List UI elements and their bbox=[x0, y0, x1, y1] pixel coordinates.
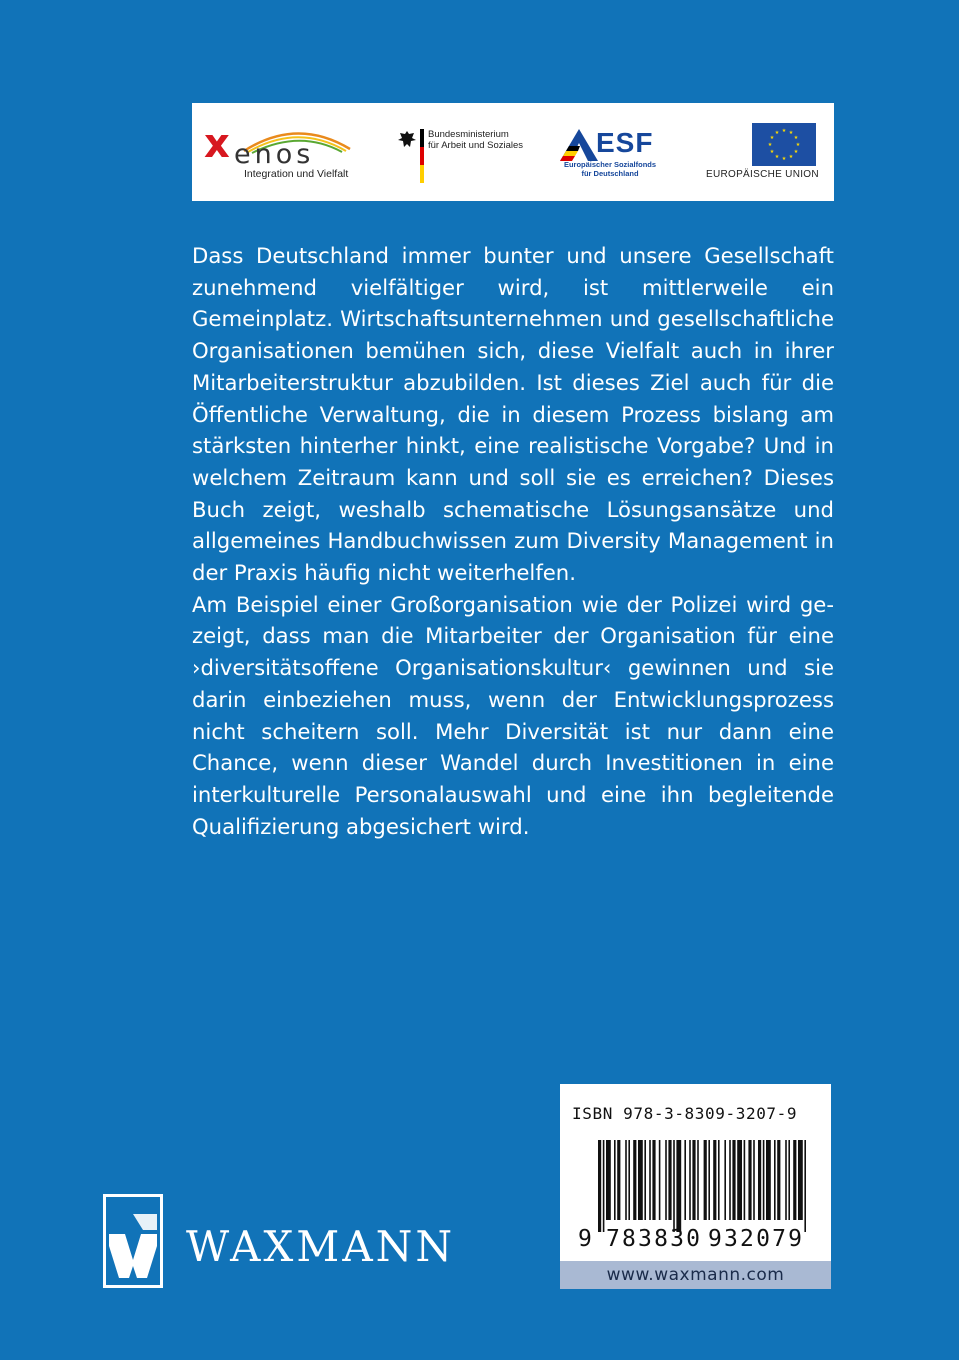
barcode-bar bbox=[673, 1140, 675, 1232]
isbn-label: ISBN 978-3-8309-3207-9 bbox=[572, 1104, 798, 1123]
back-cover-blurb bbox=[192, 240, 834, 842]
barcode-bar bbox=[732, 1140, 735, 1220]
barcode-bar bbox=[689, 1140, 691, 1220]
barcode-bar bbox=[744, 1140, 746, 1220]
svg-text:★: ★ bbox=[788, 154, 794, 160]
svg-text:★: ★ bbox=[774, 154, 780, 160]
website-url[interactable]: www.waxmann.com bbox=[560, 1261, 831, 1289]
esf-subtitle bbox=[560, 161, 660, 178]
barcode-bar bbox=[625, 1140, 627, 1220]
barcode-bar bbox=[763, 1140, 765, 1220]
svg-text:★: ★ bbox=[781, 128, 787, 134]
esf-triangle-icon bbox=[560, 129, 598, 161]
barcode-bar bbox=[697, 1140, 699, 1220]
barcode-bar bbox=[777, 1140, 780, 1220]
barcode-bar bbox=[617, 1140, 620, 1220]
barcode-bar bbox=[804, 1140, 806, 1232]
ministry-line-1: Bundesministerium bbox=[428, 129, 509, 140]
eu-flag-icon bbox=[752, 123, 816, 166]
barcode-bar bbox=[676, 1140, 681, 1232]
barcode-bar bbox=[729, 1140, 731, 1220]
barcode-group-2: 932079 bbox=[708, 1226, 802, 1250]
barcode-bar bbox=[704, 1140, 707, 1220]
barcode-bar bbox=[668, 1140, 671, 1220]
barcode-bar bbox=[644, 1140, 646, 1220]
barcode-bar bbox=[713, 1140, 716, 1220]
ministry-name bbox=[428, 129, 523, 151]
publisher-name: WAXMANN bbox=[186, 1222, 456, 1271]
barcode-bar bbox=[766, 1140, 771, 1220]
blurb-paragraph-2: Am Beispiel einer Großorganisation wie der Polizei wird gezeigt, dass man die Mitarbeiter der Organisation für eine ›diversitätsoffene Organisationskultur‹ gewinnen und sie darin einbeziehen muss, wenn der Entwicklungsprozess nicht scheitern soll. Mehr Diversität ist nur dann eine Chance, wenn dieser Wandel durch Investitionen in eine interkulturelle Personalauswahl und eine ihn begleitende Qualifizierung abgesichert wird. bbox=[192, 591, 834, 839]
esf-acronym: ESF bbox=[596, 127, 654, 158]
svg-text:★: ★ bbox=[793, 135, 799, 141]
barcode-bar bbox=[606, 1140, 611, 1220]
xenos-logo bbox=[204, 121, 356, 185]
ministry-logo bbox=[394, 129, 524, 185]
barcode bbox=[574, 1140, 820, 1250]
barcode-bar bbox=[638, 1140, 643, 1220]
barcode-bar bbox=[785, 1140, 787, 1220]
barcode-bar bbox=[758, 1140, 761, 1220]
svg-text:★: ★ bbox=[769, 149, 775, 155]
barcode-bar bbox=[628, 1140, 630, 1220]
isbn-barcode-block bbox=[560, 1084, 831, 1289]
svg-text:★: ★ bbox=[793, 149, 799, 155]
barcode-bar bbox=[603, 1140, 605, 1232]
barcode-bar bbox=[724, 1140, 726, 1220]
barcode-bar bbox=[774, 1140, 776, 1220]
esf-line-1: Europäischer Sozialfonds bbox=[563, 160, 657, 169]
barcode-bar bbox=[753, 1140, 755, 1220]
barcode-bar bbox=[692, 1140, 695, 1220]
german-flag-icon bbox=[420, 129, 424, 183]
waxmann-logo-icon bbox=[103, 1194, 163, 1288]
barcode-bar bbox=[614, 1140, 616, 1220]
barcode-bar bbox=[708, 1140, 710, 1220]
svg-text:★: ★ bbox=[781, 156, 787, 162]
barcode-bar bbox=[793, 1140, 796, 1220]
eu-label: EUROPÄISCHE UNION bbox=[706, 169, 819, 180]
barcode-bar bbox=[737, 1140, 742, 1220]
ministry-line-2: für Arbeit und Soziales bbox=[428, 140, 524, 151]
sponsor-logo-bar bbox=[192, 103, 834, 201]
barcode-bar bbox=[633, 1140, 636, 1220]
esf-logo bbox=[560, 127, 670, 183]
eu-logo bbox=[704, 123, 824, 183]
esf-line-2: für Deutschland bbox=[581, 168, 639, 178]
svg-text:★: ★ bbox=[769, 135, 775, 141]
svg-text:★: ★ bbox=[767, 142, 773, 148]
svg-text:★: ★ bbox=[788, 130, 794, 136]
blurb-paragraph-1: Dass Deutschland immer bunter und unsere Gesellschaft zunehmend vielfältiger wird, ist mittlerweile ein Gemeinplatz. Wirtschaftsunternehmen und gesellschaftliche Organisationen bemühen sich, diese Vielfalt auch in ihrer Mitarbeiterstruktur abzubilden. Ist dieses Ziel auch für die Öffentliche Verwaltung, die in diesem Prozess bislang am stärksten hinterher hinkt, eine realistische Vorgabe? Und in welchem Zeitraum kann und soll sie es erreichen? Dieses Buch zeigt, weshalb schematische Lösungsansätze und allgemeines Handbuchwissen zum Diversity Management in der Praxis häufig nicht weiterhelfen. bbox=[192, 243, 834, 586]
barcode-bar bbox=[788, 1140, 790, 1220]
barcode-group-1: 783830 bbox=[606, 1226, 700, 1250]
xenos-wordmark: enos bbox=[234, 139, 315, 170]
barcode-first-digit: 9 bbox=[578, 1226, 592, 1250]
barcode-bar bbox=[649, 1140, 651, 1220]
barcode-bar bbox=[748, 1140, 751, 1220]
eagle-icon bbox=[396, 129, 418, 151]
xenos-tagline: Integration und Vielfalt bbox=[244, 168, 349, 180]
barcode-bar bbox=[798, 1140, 803, 1220]
barcode-bar bbox=[659, 1140, 661, 1220]
barcode-bar bbox=[598, 1140, 601, 1232]
barcode-bar bbox=[718, 1140, 720, 1220]
barcode-bars bbox=[598, 1140, 806, 1232]
svg-text:★: ★ bbox=[774, 130, 780, 136]
barcode-bar bbox=[652, 1140, 655, 1220]
barcode-bar bbox=[665, 1140, 667, 1220]
svg-text:★: ★ bbox=[795, 142, 801, 148]
xenos-x-letter: x bbox=[204, 121, 230, 167]
barcode-bar bbox=[684, 1140, 686, 1220]
